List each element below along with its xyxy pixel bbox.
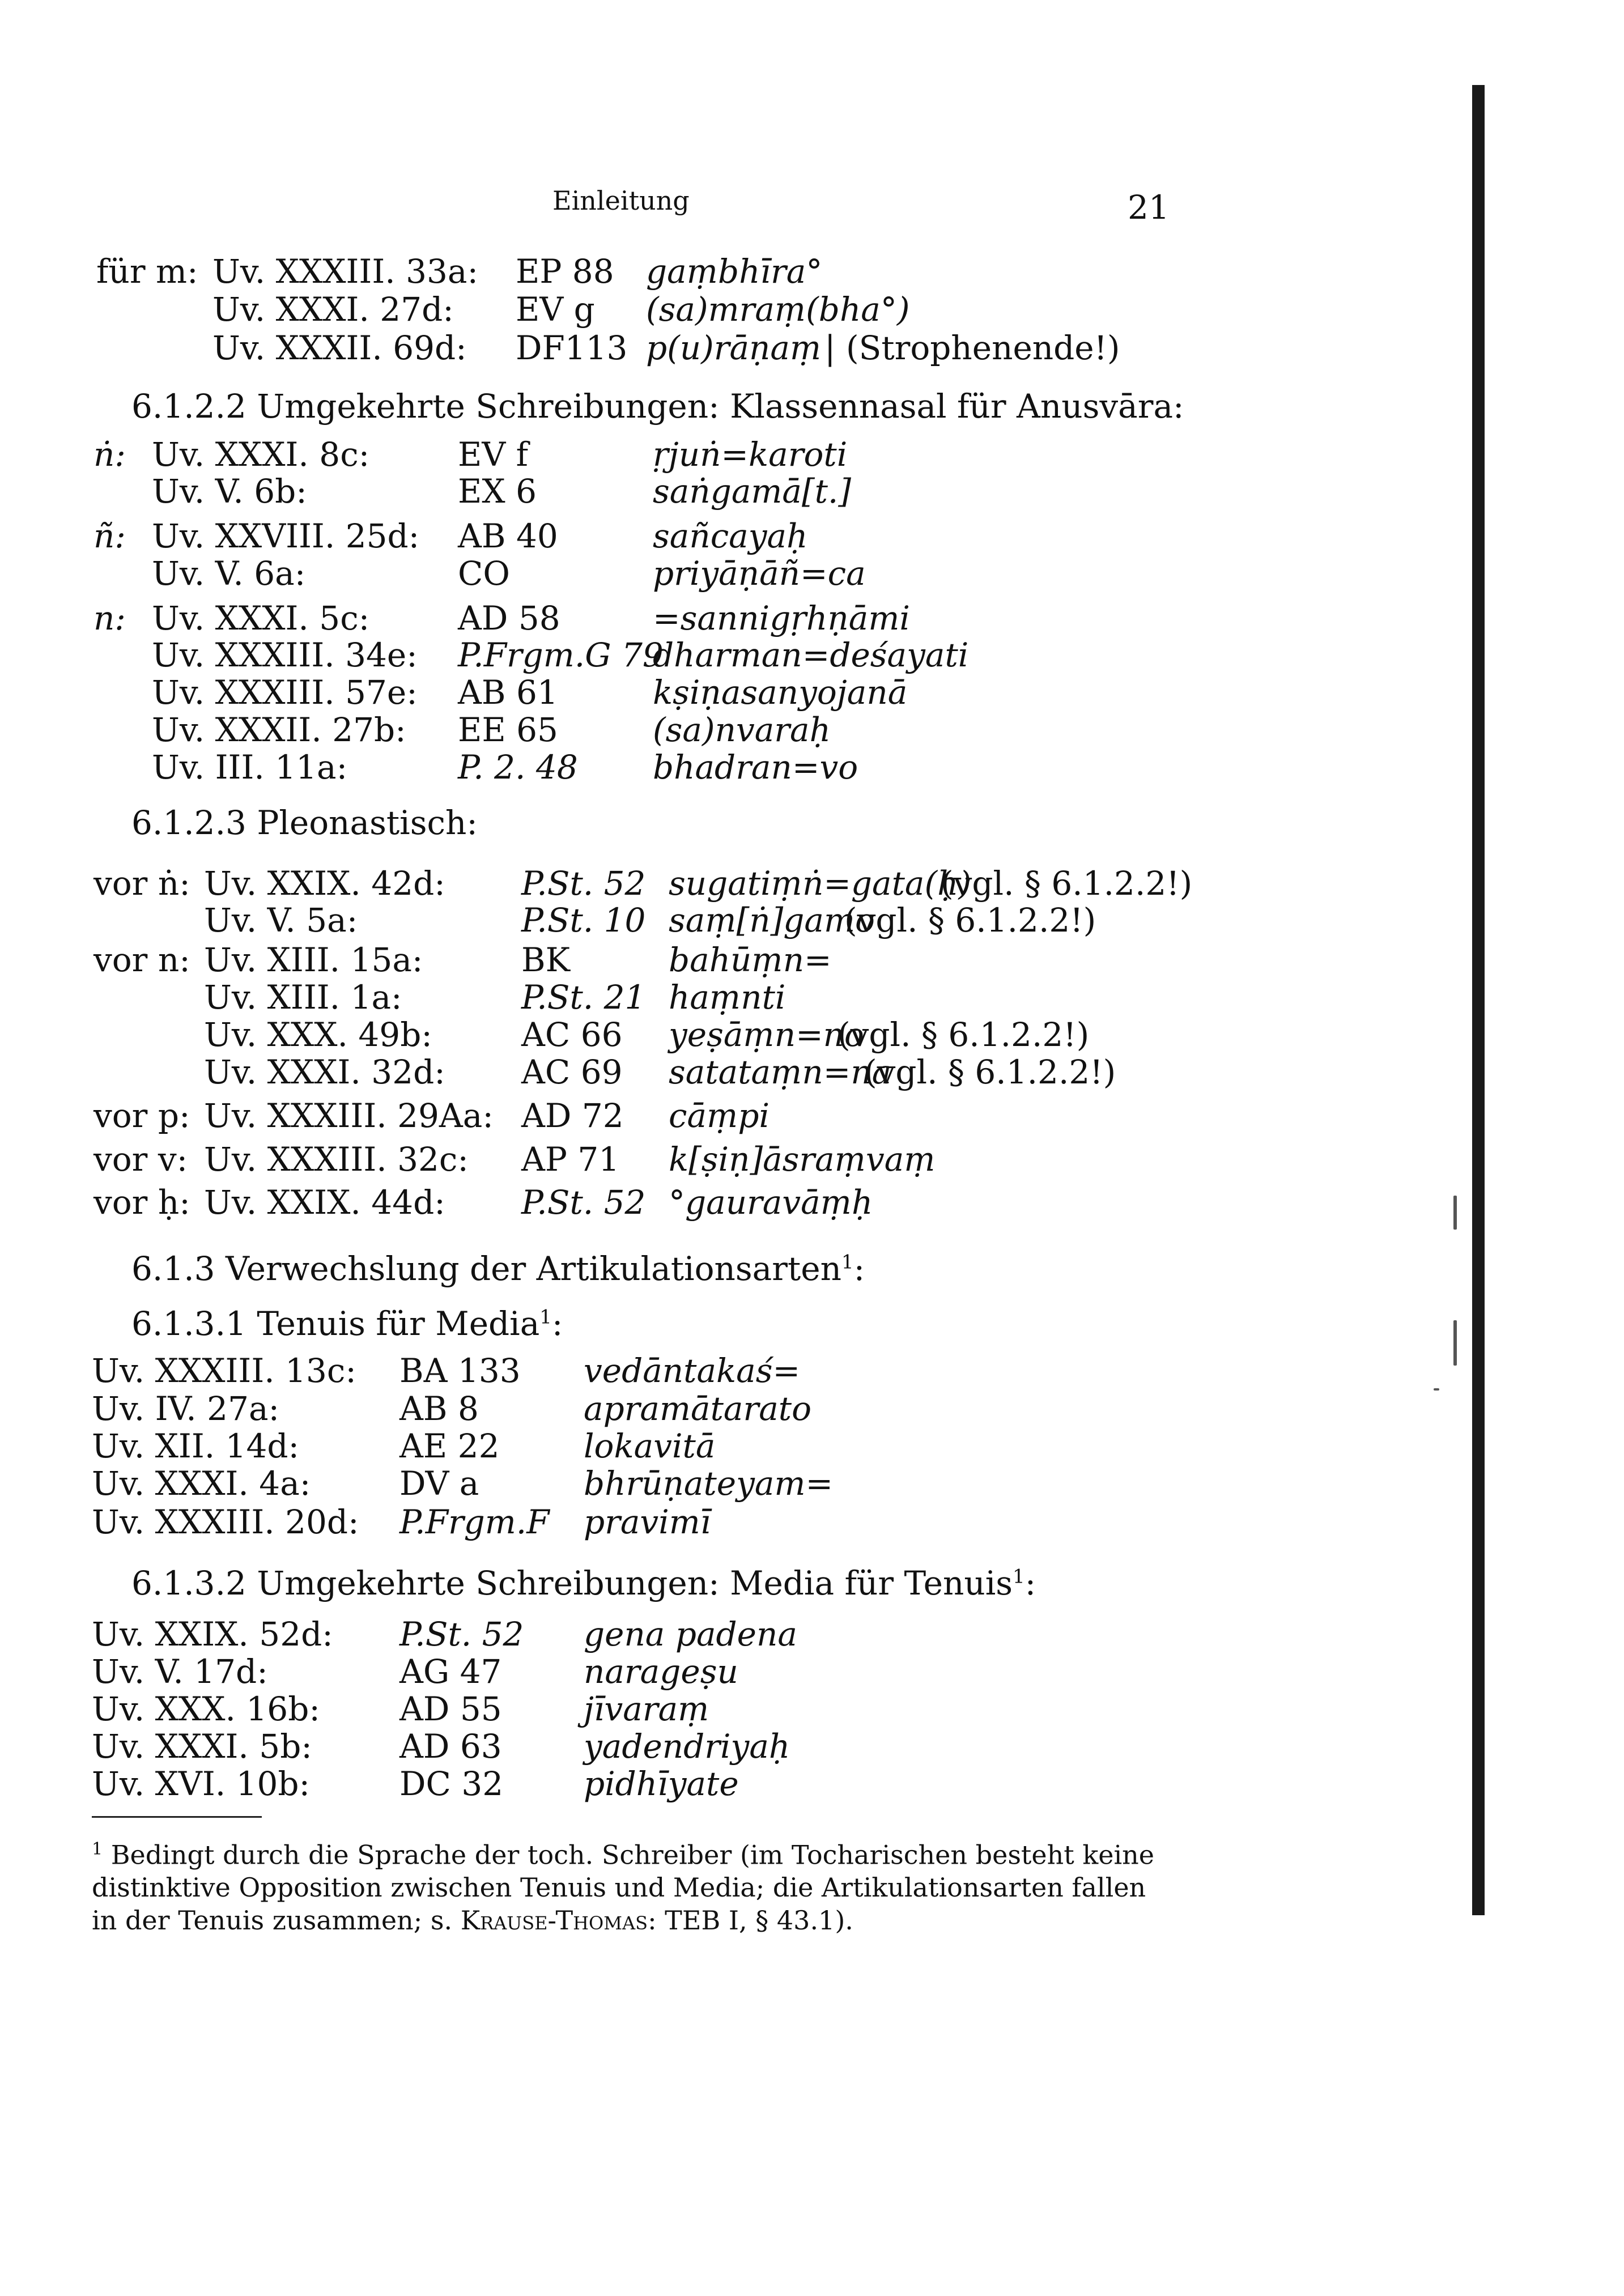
ref-cell: Uv. XIII. 15a: — [204, 941, 423, 979]
footnote-text: Bedingt durch die Sprache der toch. Schreiber (im Tocharischen besteht keine — [110, 1839, 1155, 1870]
form-cell: k[ṣiṇ]āsraṃvaṃ — [669, 1140, 936, 1179]
ms-cell: AB 40 — [458, 517, 558, 555]
ms-cell: BK — [521, 941, 570, 979]
note-cell: | (Strophenende!) — [824, 329, 1120, 367]
page-number: 21 — [1128, 188, 1170, 227]
row-label — [96, 252, 198, 291]
ms-cell: EP 88 — [516, 252, 614, 291]
section-heading-6-1-3-2 — [131, 1564, 1036, 1602]
ms-cell: EX 6 — [458, 472, 537, 511]
ms-cell: DC 32 — [399, 1764, 504, 1803]
ms-cell: AD 72 — [521, 1096, 624, 1135]
ref-cell: Uv. XII. 14d: — [92, 1427, 300, 1465]
ms-cell: P.Frgm.G 79 — [458, 636, 664, 674]
ref-cell: Uv. XXXIII. 20d: — [92, 1503, 359, 1541]
scan-speck — [1453, 1320, 1457, 1366]
ms-cell: AP 71 — [521, 1140, 620, 1179]
ref-cell: Uv. XXXIII. 32c: — [204, 1140, 469, 1179]
form-cell: saṃ[ṅ]gamo — [669, 901, 875, 939]
heading-colon: : — [551, 1304, 563, 1343]
ms-cell: EE 65 — [458, 711, 558, 749]
note-cell: (vgl. § 6.1.2.2!) — [837, 1015, 1090, 1054]
ref-cell: Uv. XXXI. 5c: — [152, 599, 370, 637]
ms-cell: P.Frgm.F — [399, 1503, 550, 1541]
ms-cell: EV g — [516, 290, 595, 329]
ref-cell: Uv. V. 6b: — [152, 472, 307, 511]
ref-cell: Uv. XXXIII. 33a: — [212, 252, 479, 291]
ms-cell: P.St. 52 — [399, 1615, 524, 1653]
form-cell: apramātarato — [584, 1389, 812, 1428]
ms-cell: AC 69 — [521, 1053, 623, 1091]
form-cell: priyāṇāñ=ca — [653, 554, 866, 593]
ref-cell: Uv. XXXIII. 13c: — [92, 1351, 356, 1390]
form-cell: satataṃn=na — [669, 1053, 892, 1091]
ref-cell: Uv. XXXII. 27b: — [152, 711, 406, 749]
note-cell: (vgl. § 6.1.2.2!) — [844, 901, 1096, 939]
ref-cell: Uv. V. 17d: — [92, 1652, 268, 1691]
form-cell: sugatiṃṅ=gata(ḥ) — [669, 864, 972, 903]
footnote — [92, 1833, 1154, 1937]
footnote-rule — [92, 1816, 262, 1818]
ref-cell: Uv. XXXIII. 34e: — [152, 636, 418, 674]
ref-cell: Uv. XXIX. 44d: — [204, 1183, 445, 1222]
form-cell: lokavitā — [584, 1427, 716, 1465]
row-label-text: für m: — [96, 252, 198, 291]
section-heading-text: 6.1.3.1 Tenuis für Media — [131, 1304, 540, 1343]
form-cell: gaṃbhīra° — [646, 252, 823, 291]
footnote-ref: 1 — [539, 1306, 552, 1329]
note-cell: (vgl. § 6.1.2.2!) — [864, 1053, 1116, 1091]
ref-cell: Uv. XXXI. 27d: — [212, 290, 454, 329]
form-cell: gena padena — [584, 1615, 797, 1653]
form-cell: yeṣāṃn=no — [669, 1015, 864, 1054]
ms-cell: AE 22 — [399, 1427, 500, 1465]
form-cell: ṛjuṅ=karoti — [653, 435, 848, 474]
footnote-line — [92, 1904, 1154, 1937]
section-heading-6-1-3 — [131, 1249, 865, 1288]
footnote-line: distinktive Opposition zwischen Tenuis und Media; die Artikulationsarten fallen — [92, 1872, 1146, 1903]
row-label: vor n: — [93, 941, 190, 979]
form-cell: kṣiṇasanyojanā — [653, 673, 908, 712]
form-cell: saṅgamā[t.] — [653, 472, 851, 511]
ref-cell: Uv. XIII. 1a: — [204, 978, 402, 1017]
footnote-line — [92, 1833, 1154, 1871]
footnote-author: Krause-Thomas — [460, 1905, 648, 1936]
form-cell: cāṃpi — [669, 1096, 770, 1135]
ms-cell: AD 58 — [458, 599, 560, 637]
form-cell: (sa)mraṃ(bha°) — [646, 290, 910, 329]
section-heading-6-1-3-1 — [131, 1304, 563, 1343]
ms-cell: AD 63 — [399, 1727, 502, 1766]
form-cell: jīvaraṃ — [584, 1690, 709, 1728]
form-cell: bahūṃn= — [669, 941, 832, 979]
ref-cell: Uv. V. 6a: — [152, 554, 306, 593]
ref-cell: Uv. XXIX. 42d: — [204, 864, 445, 903]
ref-cell: Uv. XXXIII. 57e: — [152, 673, 418, 712]
footnote-text: : TEB I, § 43.1). — [648, 1905, 853, 1936]
ref-cell: Uv. III. 11a: — [152, 748, 348, 786]
ref-cell: Uv. XXXIII. 29Aa: — [204, 1096, 494, 1135]
ms-cell: EV f — [458, 435, 529, 474]
form-cell: narageṣu — [584, 1652, 738, 1691]
section-heading-6-1-2-3: 6.1.2.3 Pleonastisch: — [131, 803, 478, 842]
scan-speck — [1434, 1388, 1439, 1391]
form-cell: bhrūṇateyam= — [584, 1464, 834, 1503]
ref-cell: Uv. XXX. 16b: — [92, 1690, 320, 1728]
ms-cell: DF113 — [516, 329, 628, 367]
ms-cell: DV a — [399, 1464, 479, 1503]
ref-cell: Uv. XVI. 10b: — [92, 1764, 311, 1803]
ref-cell: Uv. V. 5a: — [204, 901, 358, 939]
footnote-mark: 1 — [92, 1839, 103, 1859]
form-cell: vedāntakaś= — [584, 1351, 801, 1390]
form-cell: yadendriyaḥ — [584, 1727, 790, 1766]
running-header: Einleitung — [552, 185, 690, 216]
form-cell: =sannigṛhṇāmi — [653, 599, 910, 637]
row-label: vor p: — [93, 1096, 190, 1135]
form-cell: haṃnti — [669, 978, 786, 1017]
heading-colon: : — [1024, 1564, 1036, 1602]
ref-cell: Uv. XXXII. 69d: — [212, 329, 467, 367]
row-label: vor v: — [93, 1140, 188, 1179]
ms-cell: AD 55 — [399, 1690, 502, 1728]
ref-cell: Uv. XXIX. 52d: — [92, 1615, 333, 1653]
ref-cell: Uv. XXX. 49b: — [204, 1015, 432, 1054]
ms-cell: CO — [458, 554, 510, 593]
ms-cell: BA 133 — [399, 1351, 521, 1390]
form-cell: sañcayaḥ — [653, 517, 808, 555]
form-cell: p(u)rāṇaṃ — [646, 329, 822, 367]
form-cell: bhadran=vo — [653, 748, 858, 786]
ms-cell: AB 61 — [458, 673, 558, 712]
section-heading-text: 6.1.3.2 Umgekehrte Schreibungen: Media für Tenuis — [131, 1564, 1013, 1602]
nasal-label: n: — [93, 599, 126, 637]
ref-cell: Uv. XXXI. 4a: — [92, 1464, 311, 1503]
nasal-label: ṅ: — [93, 435, 126, 474]
scan-speck — [1453, 1196, 1457, 1230]
ref-cell: Uv. XXXI. 8c: — [152, 435, 370, 474]
ms-cell: P. 2. 48 — [458, 748, 578, 786]
ms-cell: AG 47 — [399, 1652, 502, 1691]
form-cell: pravimī — [584, 1503, 711, 1541]
note-cell: (vgl. § 6.1.2.2!) — [941, 864, 1193, 903]
row-label: vor ḥ: — [93, 1183, 190, 1222]
form-cell: pidhīyate — [584, 1764, 739, 1803]
form-cell: dharman=deśayati — [653, 636, 969, 674]
ms-cell: P.St. 52 — [521, 864, 646, 903]
ref-cell: Uv. XXXI. 5b: — [92, 1727, 312, 1766]
form-cell: (sa)nvaraḥ — [653, 711, 831, 749]
ref-cell: Uv. XXVIII. 25d: — [152, 517, 420, 555]
form-cell: °gauravāṃḥ — [669, 1183, 873, 1222]
ref-cell: Uv. XXXI. 32d: — [204, 1053, 445, 1091]
ms-cell: P.St. 52 — [521, 1183, 646, 1222]
ms-cell: P.St. 21 — [521, 978, 646, 1017]
ms-cell: AC 66 — [521, 1015, 623, 1054]
section-heading-text: 6.1.3 Verwechslung der Artikulationsarten — [131, 1249, 841, 1288]
ref-cell: Uv. IV. 27a: — [92, 1389, 280, 1428]
footnote-ref: 1 — [1013, 1565, 1025, 1588]
footnote-ref: 1 — [841, 1251, 854, 1274]
nasal-label: ñ: — [93, 517, 126, 555]
section-heading-6-1-2-2: 6.1.2.2 Umgekehrte Schreibungen: Klassennasal für Anusvāra: — [131, 387, 1184, 426]
ms-cell: P.St. 10 — [521, 901, 646, 939]
heading-colon: : — [853, 1249, 865, 1288]
scan-edge-bar — [1472, 85, 1485, 1915]
footnote-text: in der Tenuis zusammen; s. — [92, 1905, 453, 1936]
ms-cell: AB 8 — [399, 1389, 479, 1428]
row-label: vor ṅ: — [93, 864, 190, 903]
